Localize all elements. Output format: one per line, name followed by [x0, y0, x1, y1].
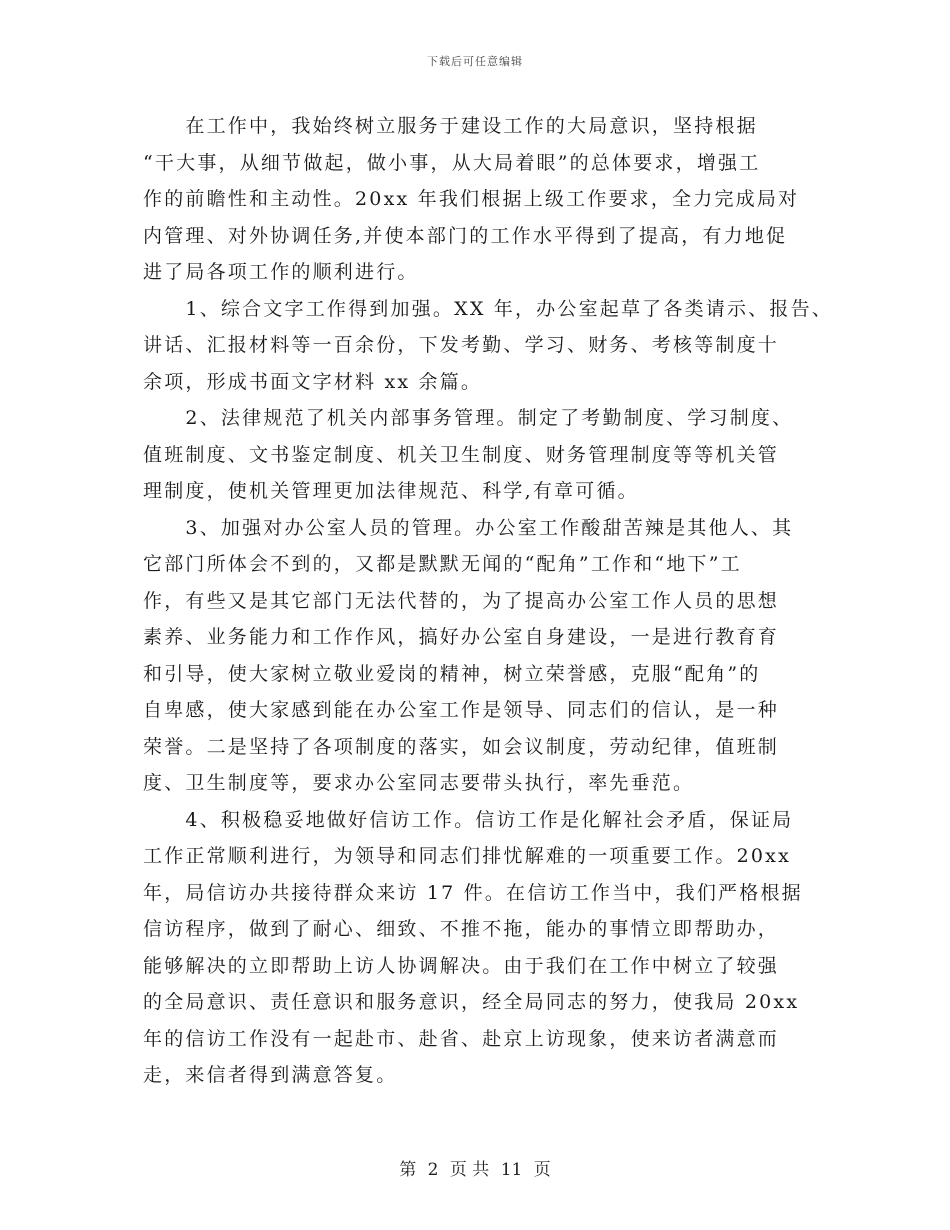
- page-number-footer: [0, 1155, 950, 1180]
- text-line: 信访程序，做到了耐心、细致、不推不拖，能办的事情立即帮助办，: [143, 918, 780, 940]
- text-line: 素养、业务能力和工作作风，搞好办公室自身建设，一是进行教育育: [143, 626, 780, 648]
- text-line: 和引导，使大家树立敬业爱岗的精神，树立荣誉感，克服“配角”的: [143, 662, 761, 685]
- text-line: 理制度，使机关管理更加法律规范、科学,有章可循。: [143, 480, 639, 502]
- header-note: 下载后可任意编辑: [427, 55, 523, 68]
- text-line: 年的信访工作没有一起赴市、赴省、赴京上访现象，使来访者满意而: [143, 1027, 780, 1050]
- text-line: 作，有些又是其它部门无法代替的，为了提高办公室工作人员的思想: [143, 589, 780, 612]
- text-line: 在工作中，我始终树立服务于建设工作的大局意识，坚持根据: [143, 115, 758, 137]
- text-line: 工作正常顺利进行，为领导和同志们排忧解难的一项重要工作。20xx: [143, 845, 792, 867]
- page-prefix: 第: [399, 1160, 417, 1180]
- text-line: 年，局信访办共接待群众来访 17 件。在信访工作当中，我们严格根据: [143, 881, 803, 904]
- current-page-number: 2: [427, 1160, 439, 1180]
- text-line: “干大事，从细节做起，做小事，从大局着眼”的总体要求，增强工: [143, 151, 761, 174]
- text-line: 作的前瞻性和主动性。20xx 年我们根据上级工作要求，全力完成局对: [143, 188, 800, 210]
- text-line: 3、加强对办公室人员的管理。办公室工作酸甜苦辣是其他人、其: [143, 516, 794, 539]
- text-line: 内管理、对外协调任务,并使本部门的工作水平得到了提高，有力地促: [143, 224, 788, 247]
- total-pages-number: 11: [500, 1160, 523, 1180]
- text-line: 进了局各项工作的顺利进行。: [143, 261, 419, 283]
- text-line: 自卑感，使大家感到能在办公室工作是领导、同志们的信认，是一种: [143, 699, 780, 721]
- text-line: 度、卫生制度等，要求办公室同志要带头执行，率先垂范。: [143, 772, 695, 794]
- text-line: 的全局意识、责任意识和服务意识，经全局同志的努力，使我局 20xx: [143, 991, 800, 1013]
- body-text: [143, 108, 843, 1094]
- page-suffix: 页: [533, 1160, 551, 1180]
- text-line: 1、综合文字工作得到加强。XX 年，办公室起草了各类请示、报告、: [143, 297, 833, 320]
- text-line: 它部门所体会不到的，又都是默默无闻的“配角”工作和“地下”工: [143, 553, 742, 575]
- text-line: 讲话、汇报材料等一百余份，下发考勤、学习、财务、考核等制度十: [143, 334, 780, 356]
- text-line: 能够解决的立即帮助上访人协调解决。由于我们在工作中树立了较强: [143, 954, 780, 977]
- text-line: 余项，形成书面文字材料 xx 余篇。: [143, 370, 483, 393]
- text-line: 值班制度、文书鉴定制度、机关卫生制度、财务管理制度等等机关管: [143, 443, 780, 466]
- text-line: 荣誉。二是坚持了各项制度的落实，如会议制度，劳动纪律，值班制: [143, 735, 780, 758]
- page-middle-text: 页 共: [449, 1160, 490, 1180]
- text-line: 走，来信者得到满意答复。: [143, 1064, 398, 1086]
- text-line: 2、法律规范了机关内部事务管理。制定了考勤制度、学习制度、: [143, 407, 794, 429]
- text-line: 4、积极稳妥地做好信访工作。信访工作是化解社会矛盾，保证局: [143, 808, 794, 831]
